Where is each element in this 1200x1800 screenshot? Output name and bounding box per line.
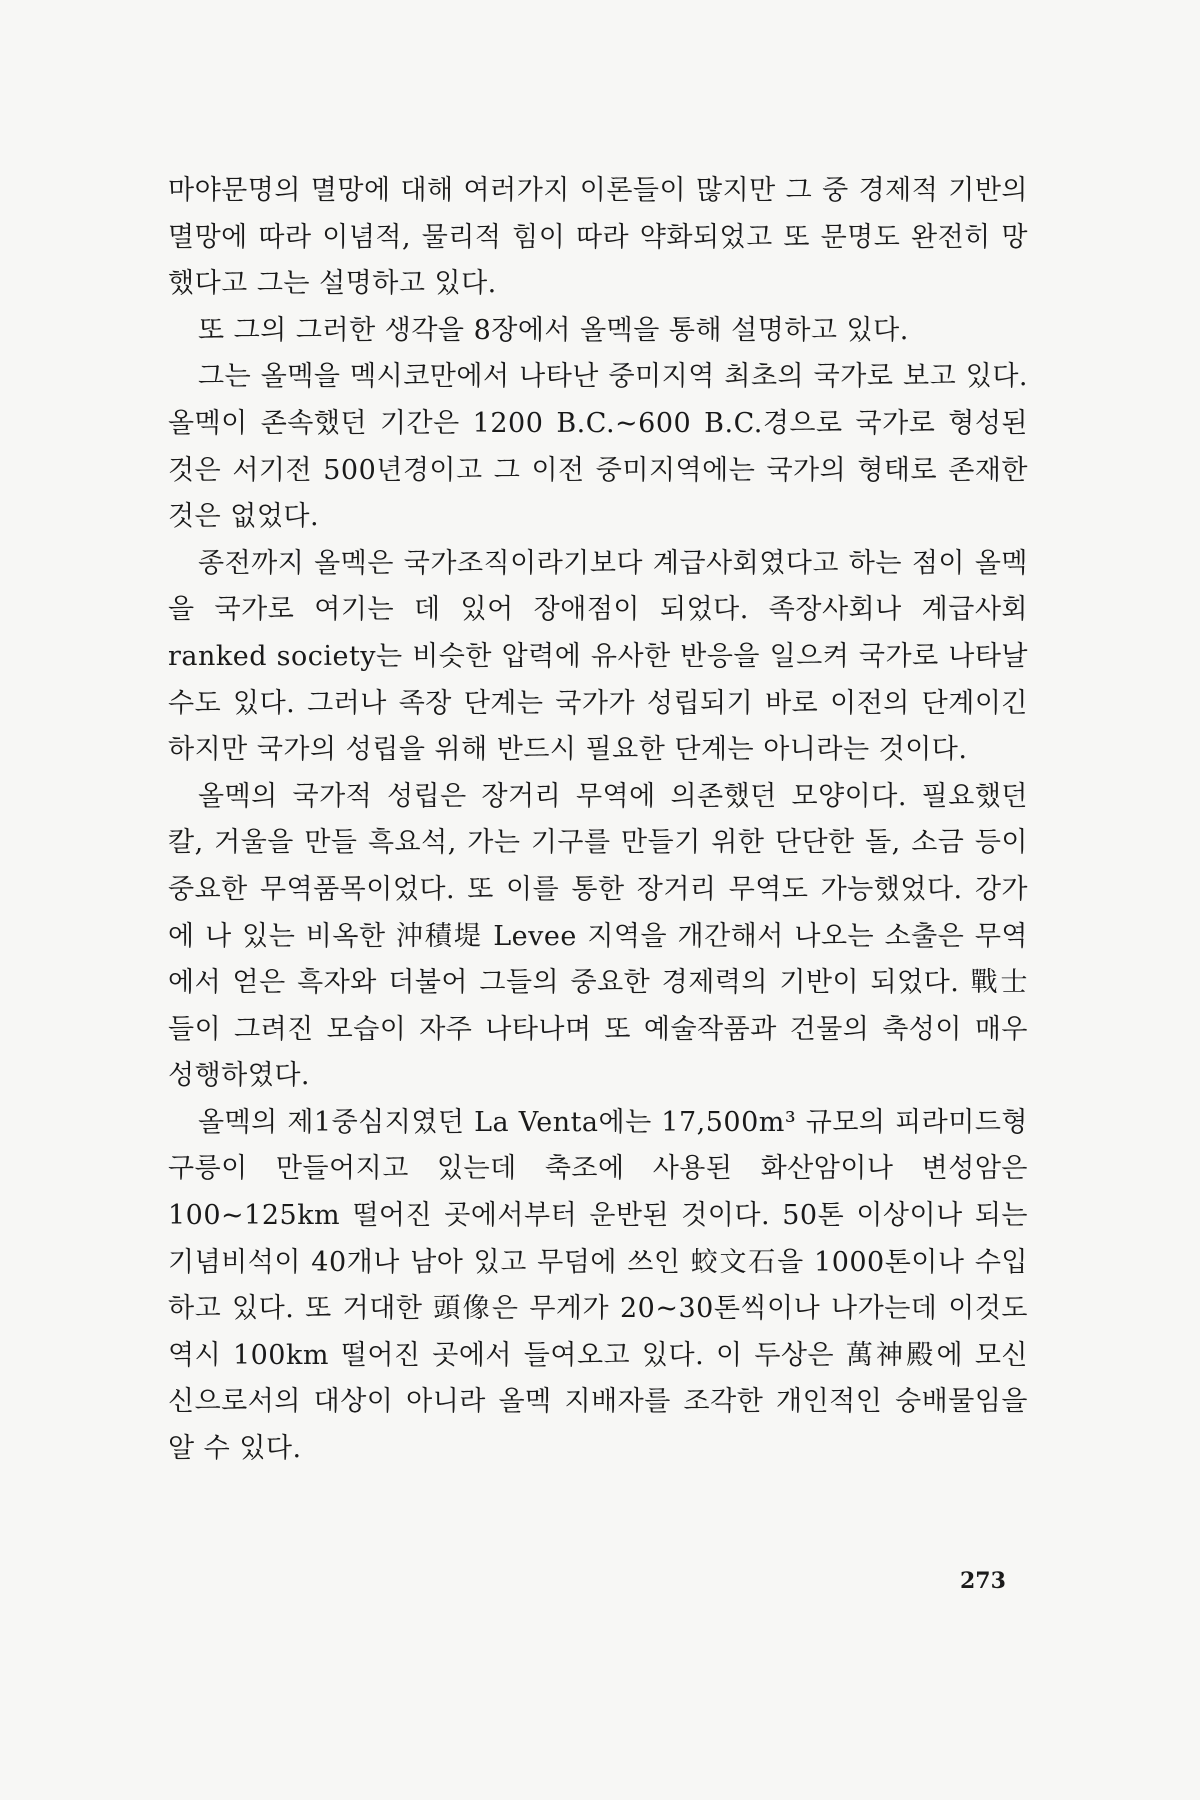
paragraph: 종전까지 올멕은 국가조직이라기보다 계급사회였다고 하는 점이 올멕을 국가로 여기는 데 있어 장애점이 되었다. 족장사회나 계급사회 ranked society는 비슷한 압력에 유사한 반응을 일으켜 국가로 나타날 수도 있다. 그러나 족장 단계는 국가가 성립되기 바로 이전의 단계이긴 하지만 국가의 성립을 위해 반드시 필요한 단계는 아니라는 것이다. [168,547,1028,766]
paragraph: 또 그의 그러한 생각을 8장에서 올멕을 통해 설명하고 있다. [198,314,909,346]
paragraph: 올멕의 제1중심지였던 La Venta에는 17,500m³ 규모의 피라미드형 구릉이 만들어지고 있는데 축조에 사용된 화산암이나 변성암은 100~125km 떨어진 곳에서부터 운반된 것이다. 50톤 이상이나 되는 기념비석이 40개나 남아 있고 무덤에 쓰인 蛟文石을 1000톤이나 수입하고 있다. 또 거대한 頭像은 무게가 20~30톤씩이나 나가는데 이것도 역시 100km 떨어진 곳에서 들여오고 있다. 이 두상은 萬神殿에 모신 신으로서의 대상이 아니라 올멕 지배자를 조각한 개인적인 숭배물임을 알 수 있다. [168,1106,1028,1465]
body-text [168,168,1028,1473]
paragraph: 마야문명의 멸망에 대해 여러가지 이론들이 많지만 그 중 경제적 기반의 멸망에 따라 이념적, 물리적 힘이 따라 약화되었고 또 문명도 완전히 망했다고 그는 설명하고 있다. [168,175,1028,300]
page-number: 273 [960,1568,1006,1594]
paragraph: 올멕의 국가적 성립은 장거리 무역에 의존했던 모양이다. 필요했던 칼, 거울을 만들 흑요석, 가는 기구를 만들기 위한 단단한 돌, 소금 등이 중요한 무역품목이었다. 또 이를 통한 장거리 무역도 가능했었다. 강가에 나 있는 비옥한 沖積堤 Levee 지역을 개간해서 나오는 소출은 무역에서 얻은 흑자와 더불어 그들의 중요한 경제력의 기반이 되었다. 戰士들이 그려진 모습이 자주 나타나며 또 예술작품과 건물의 축성이 매우 성행하였다. [168,780,1028,1092]
paragraph: 그는 올멕을 멕시코만에서 나타난 중미지역 최초의 국가로 보고 있다. 올멕이 존속했던 기간은 1200 B.C.~600 B.C.경으로 국가로 형성된 것은 서기전 500년경이고 그 이전 중미지역에는 국가의 형태로 존재한 것은 없었다. [168,361,1028,533]
